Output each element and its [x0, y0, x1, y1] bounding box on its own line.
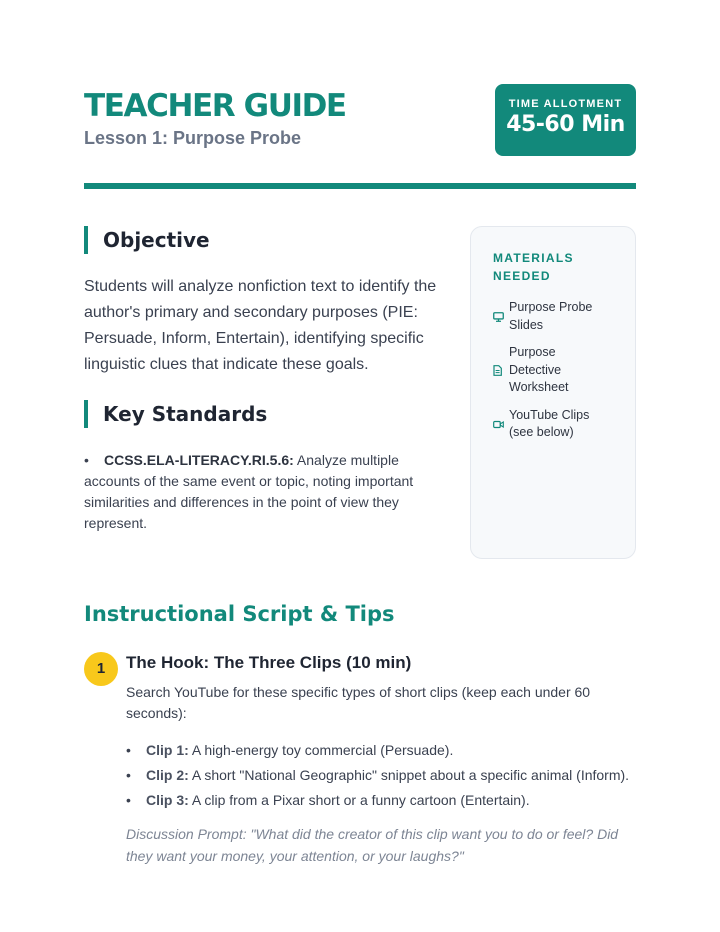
clip-text: A clip from a Pixar short or a funny cartoon (Entertain).: [188, 792, 530, 808]
clip-label: Clip 3:: [146, 792, 189, 808]
clip-label: Clip 2:: [146, 767, 189, 783]
objective-text: Students will analyze nonfiction text to identify the author's primary and secondary purposes (PIE: Persuade, Inform, Entertain), identifying specific linguistic clues that indicate these goals.: [84, 278, 437, 373]
materials-item-label: Purpose Probe Slides: [509, 300, 593, 332]
clip-text: A high-energy toy commercial (Persuade).: [188, 742, 454, 758]
bullet: •: [126, 742, 131, 758]
materials-item: [493, 344, 635, 397]
time-allotment-badge: [495, 84, 636, 156]
standards-heading: Key Standards: [84, 400, 454, 428]
lesson-subtitle: Lesson 1: Purpose Probe: [84, 128, 302, 148]
time-allotment-value: 45-60 Min: [506, 112, 625, 137]
header: [84, 84, 636, 156]
materials-list: [493, 299, 635, 442]
step-number-badge: 1: [84, 652, 118, 686]
step-title: The Hook: The Three Clips (10 min): [126, 653, 412, 672]
standard-code: CCSS.ELA-LITERACY.RI.5.6:: [104, 452, 294, 468]
clip-item: [126, 765, 636, 786]
bullet: •: [84, 452, 89, 468]
step-description: Search YouTube for these specific types of short clips (keep each under 60 seconds):: [126, 684, 591, 721]
bullet: •: [126, 792, 131, 808]
objective-heading: Objective: [84, 226, 454, 254]
materials-item: [493, 299, 635, 334]
instructional-section: [84, 602, 636, 867]
bullet: •: [126, 767, 131, 783]
time-allotment-label: TIME ALLOTMENT: [508, 98, 623, 110]
header-divider: [84, 183, 636, 189]
page-header-area: [84, 84, 636, 156]
materials-card: [470, 226, 636, 559]
clip-text: A short "National Geographic" snippet about a specific animal (Inform).: [188, 767, 630, 783]
page-title: TEACHER GUIDE: [84, 88, 346, 124]
clip-label: Clip 1:: [146, 742, 189, 758]
instructional-title: Instructional Script & Tips: [84, 602, 395, 626]
video-icon: [493, 420, 509, 429]
materials-item-label: Purpose Detective Worksheet: [509, 345, 569, 394]
monitor-icon: [493, 312, 509, 322]
materials-item: [493, 407, 635, 442]
standard-text: Analyze multiple accounts of the same event or topic, noting important similarities and differences in the point of view they represent.: [84, 452, 414, 531]
clip-list: [126, 740, 636, 811]
discussion-prompt: Discussion Prompt: "What did the creator of this clip want you to do or feel? Did they want your money, your attention, or your laughs?": [126, 826, 619, 864]
document-icon: [493, 365, 509, 376]
clip-item: [126, 790, 636, 811]
main-column: [84, 226, 454, 534]
materials-title: MATERIALS NEEDED: [493, 251, 574, 283]
step: [84, 652, 636, 867]
standard-item: [84, 450, 454, 534]
clip-item: [126, 740, 636, 761]
materials-item-label: YouTube Clips (see below): [509, 407, 590, 439]
